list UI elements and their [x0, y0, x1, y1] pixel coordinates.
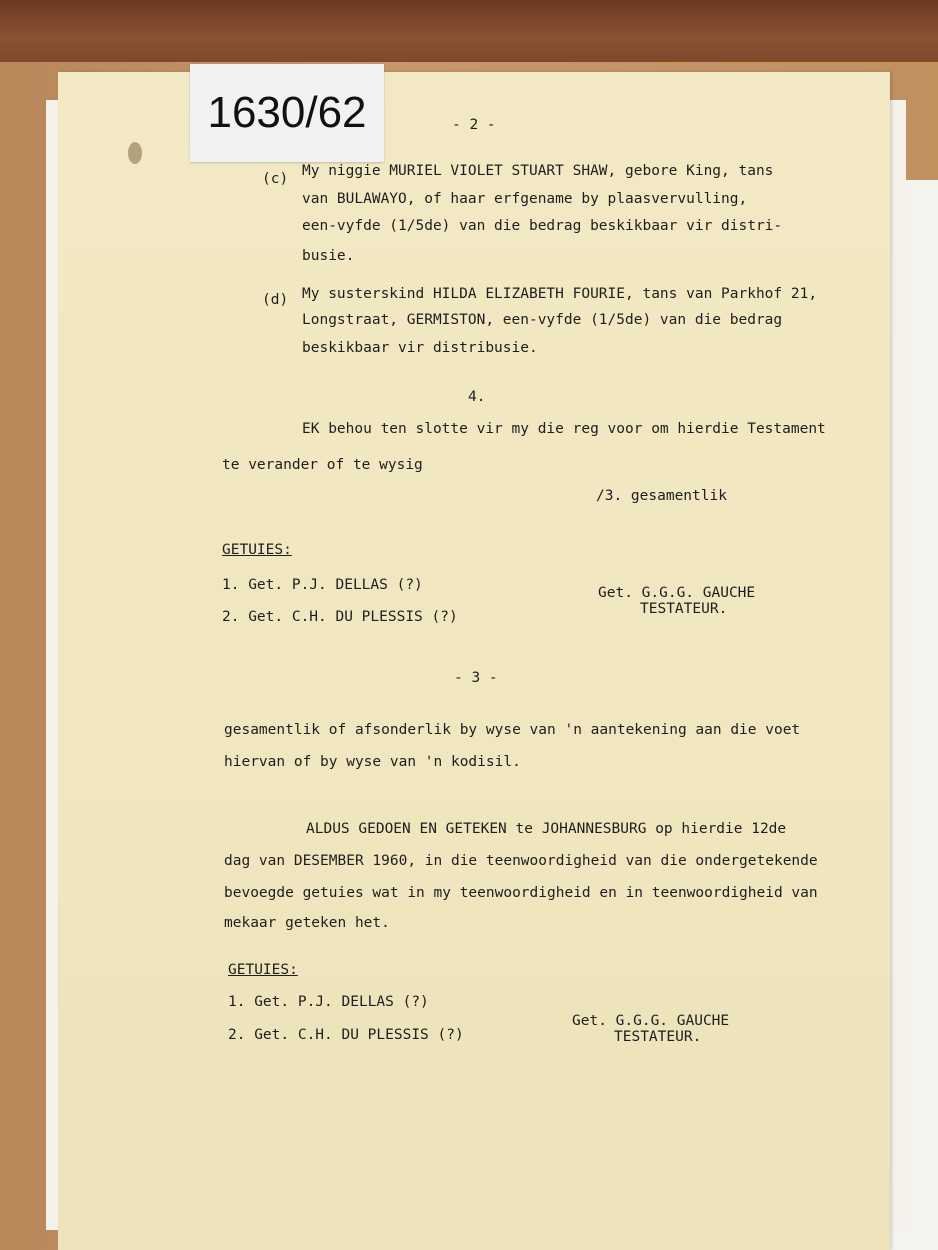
witness-1-page2: 1. Get. P.J. DELLAS (?) — [222, 577, 423, 593]
witness-1-page3: 1. Get. P.J. DELLAS (?) — [228, 994, 429, 1010]
file-number-label: 1630/62 — [190, 64, 384, 162]
page-number-3: - 3 - — [454, 670, 498, 686]
witness-2-page3: 2. Get. C.H. DU PLESSIS (?) — [228, 1027, 464, 1043]
para2-line-1: ALDUS GEDOEN EN GETEKEN te JOHANNESBURG op hierdie 12de — [306, 821, 787, 837]
para2-line-4: mekaar geteken het. — [224, 915, 390, 931]
item-c-line-3: een-vyfde (1/5de) van die bedrag beskikbaar vir distri- — [302, 218, 783, 234]
signature-line-1-page3: Get. G.G.G. GAUCHE — [572, 1013, 730, 1029]
witnesses-heading-page3: GETUIES: — [228, 962, 298, 978]
page-number-2: - 2 - — [452, 117, 496, 133]
signature-line-2-page2: TESTATEUR. — [640, 601, 728, 617]
witness-2-page2: 2. Get. C.H. DU PLESSIS (?) — [222, 609, 458, 625]
signature-line-2-page3: TESTATEUR. — [614, 1029, 702, 1045]
item-d-line-1: My susterskind HILDA ELIZABETH FOURIE, tans van Parkhof 21, — [302, 286, 818, 302]
continuation-note: /3. gesamentlik — [596, 488, 727, 504]
section-number: 4. — [468, 389, 486, 405]
witnesses-heading-page2: GETUIES: — [222, 542, 292, 558]
item-d-line-3: beskikbaar vir distribusie. — [302, 340, 538, 356]
item-c-line-4: busie. — [302, 248, 355, 264]
item-c-line-1: My niggie MURIEL VIOLET STUART SHAW, gebore King, tans — [302, 163, 774, 179]
para1-line-2: hiervan of by wyse van 'n kodisil. — [224, 754, 521, 770]
para2-line-3: bevoegde getuies wat in my teenwoordigheid en in teenwoordigheid van — [224, 885, 818, 901]
item-c-line-2: van BULAWAYO, of haar erfgename by plaasvervulling, — [302, 191, 748, 207]
stain-mark — [128, 142, 142, 164]
para1-line-1: gesamentlik of afsonderlik by wyse van 'n aantekening aan die voet — [224, 722, 801, 738]
section-line-2: te verander of te wysig — [222, 457, 423, 473]
item-d-line-2: Longstraat, GERMISTON, een-vyfde (1/5de) van die bedrag — [302, 312, 783, 328]
document-page — [58, 72, 890, 1250]
para2-line-2: dag van DESEMBER 1960, in die teenwoordigheid van die ondergetekende — [224, 853, 818, 869]
signature-line-1-page2: Get. G.G.G. GAUCHE — [598, 585, 756, 601]
item-c-marker: (c) — [262, 171, 289, 187]
section-line-1: EK behou ten slotte vir my die reg voor om hierdie Testament — [302, 421, 826, 437]
item-d-marker: (d) — [262, 292, 289, 308]
